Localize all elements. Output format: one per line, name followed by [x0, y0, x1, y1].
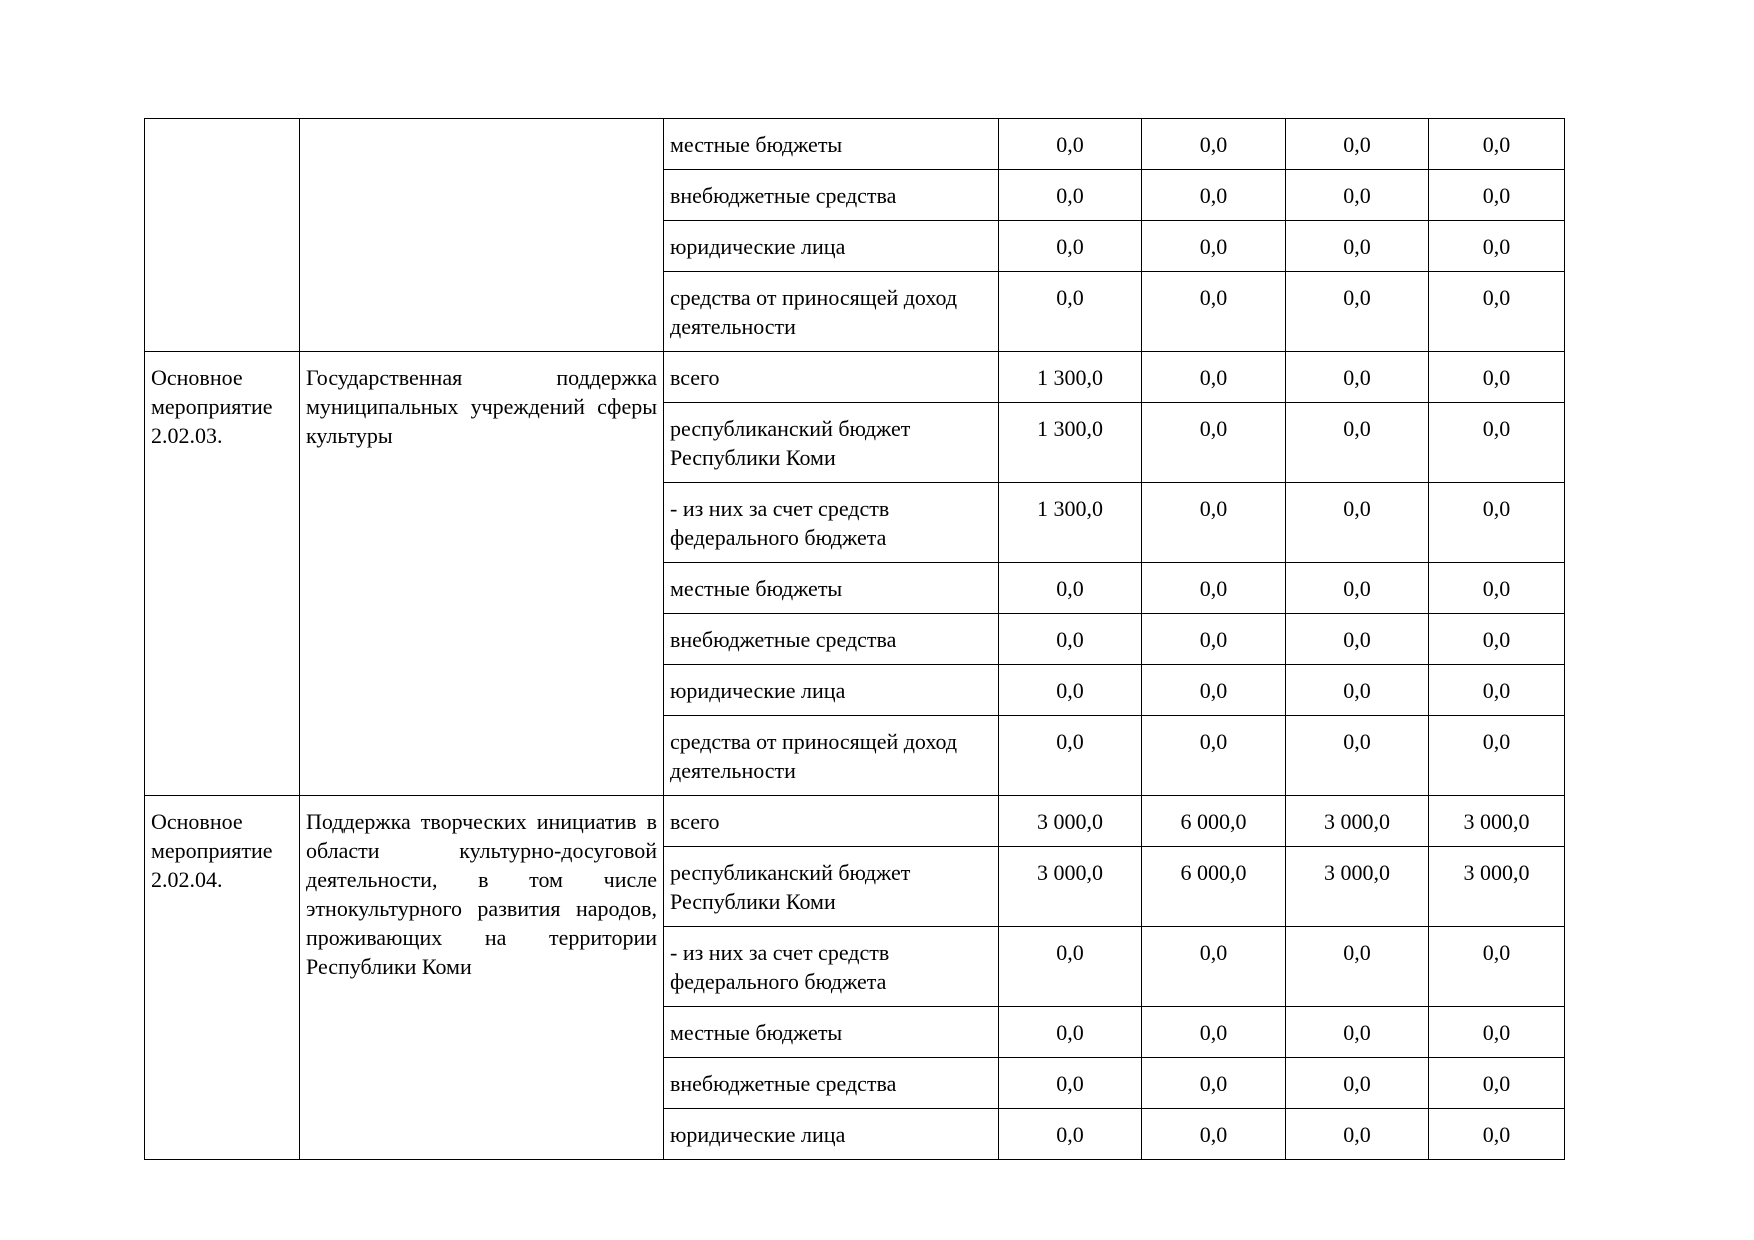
amount-cell-1: 0,0	[999, 1109, 1142, 1160]
amount-cell-4: 0,0	[1429, 352, 1565, 403]
amount-cell-1: 0,0	[999, 665, 1142, 716]
funding-table	[144, 118, 1565, 1160]
amount-cell-3: 0,0	[1286, 1109, 1429, 1160]
amount-cell-4: 0,0	[1429, 483, 1565, 563]
event-cell	[145, 119, 300, 352]
amount-cell-4: 0,0	[1429, 1007, 1565, 1058]
funding-source-cell: внебюджетные средства	[664, 1058, 999, 1109]
amount-cell-4: 0,0	[1429, 272, 1565, 352]
funding-source-cell: внебюджетные средства	[664, 170, 999, 221]
event-description-cell: Поддержка творческих инициатив в области культурно-досуговой деятельности, в том числе этнокультурного развития народов, проживающих на территории Республики Коми	[300, 796, 664, 1160]
amount-cell-4: 0,0	[1429, 927, 1565, 1007]
amount-cell-3: 0,0	[1286, 352, 1429, 403]
funding-source-cell: средства от приносящей доход деятельности	[664, 716, 999, 796]
amount-cell-1: 3 000,0	[999, 847, 1142, 927]
amount-cell-4: 0,0	[1429, 221, 1565, 272]
amount-cell-1: 0,0	[999, 272, 1142, 352]
amount-cell-2: 0,0	[1142, 170, 1286, 221]
table-row	[145, 352, 1565, 403]
amount-cell-3: 0,0	[1286, 1058, 1429, 1109]
funding-source-cell: республиканский бюджет Республики Коми	[664, 847, 999, 927]
funding-source-cell: юридические лица	[664, 665, 999, 716]
amount-cell-4: 0,0	[1429, 665, 1565, 716]
amount-cell-2: 0,0	[1142, 665, 1286, 716]
amount-cell-3: 0,0	[1286, 563, 1429, 614]
amount-cell-1: 0,0	[999, 221, 1142, 272]
funding-source-cell: юридические лица	[664, 221, 999, 272]
amount-cell-3: 0,0	[1286, 927, 1429, 1007]
amount-cell-2: 0,0	[1142, 614, 1286, 665]
amount-cell-2: 0,0	[1142, 1007, 1286, 1058]
amount-cell-4: 0,0	[1429, 119, 1565, 170]
amount-cell-2: 0,0	[1142, 1109, 1286, 1160]
amount-cell-1: 3 000,0	[999, 796, 1142, 847]
funding-source-cell: всего	[664, 352, 999, 403]
event-description-cell: Государственная поддержка муниципальных учреждений сферы культуры	[300, 352, 664, 796]
amount-cell-2: 0,0	[1142, 1058, 1286, 1109]
amount-cell-4: 0,0	[1429, 170, 1565, 221]
amount-cell-2: 0,0	[1142, 352, 1286, 403]
amount-cell-1: 0,0	[999, 170, 1142, 221]
amount-cell-3: 0,0	[1286, 665, 1429, 716]
amount-cell-3: 3 000,0	[1286, 796, 1429, 847]
event-cell: Основное мероприятие 2.02.03.	[145, 352, 300, 796]
funding-source-cell: местные бюджеты	[664, 563, 999, 614]
amount-cell-4: 3 000,0	[1429, 847, 1565, 927]
funding-source-cell: средства от приносящей доход деятельности	[664, 272, 999, 352]
amount-cell-4: 0,0	[1429, 716, 1565, 796]
amount-cell-2: 0,0	[1142, 272, 1286, 352]
funding-source-cell: всего	[664, 796, 999, 847]
amount-cell-2: 0,0	[1142, 483, 1286, 563]
amount-cell-1: 0,0	[999, 1007, 1142, 1058]
funding-source-cell: республиканский бюджет Республики Коми	[664, 403, 999, 483]
amount-cell-2: 0,0	[1142, 119, 1286, 170]
amount-cell-3: 0,0	[1286, 119, 1429, 170]
amount-cell-3: 0,0	[1286, 170, 1429, 221]
funding-source-cell: внебюджетные средства	[664, 614, 999, 665]
amount-cell-1: 0,0	[999, 1058, 1142, 1109]
amount-cell-2: 0,0	[1142, 927, 1286, 1007]
amount-cell-4: 0,0	[1429, 403, 1565, 483]
funding-source-cell: - из них за счет средств федерального бюджета	[664, 927, 999, 1007]
amount-cell-3: 0,0	[1286, 1007, 1429, 1058]
amount-cell-3: 0,0	[1286, 483, 1429, 563]
amount-cell-1: 0,0	[999, 716, 1142, 796]
amount-cell-1: 0,0	[999, 927, 1142, 1007]
amount-cell-4: 0,0	[1429, 563, 1565, 614]
amount-cell-1: 1 300,0	[999, 352, 1142, 403]
funding-source-cell: юридические лица	[664, 1109, 999, 1160]
amount-cell-2: 0,0	[1142, 221, 1286, 272]
amount-cell-3: 3 000,0	[1286, 847, 1429, 927]
amount-cell-3: 0,0	[1286, 403, 1429, 483]
amount-cell-2: 6 000,0	[1142, 847, 1286, 927]
event-cell: Основное мероприятие 2.02.04.	[145, 796, 300, 1160]
table-row	[145, 119, 1565, 170]
amount-cell-2: 0,0	[1142, 563, 1286, 614]
table-row	[145, 796, 1565, 847]
amount-cell-3: 0,0	[1286, 716, 1429, 796]
amount-cell-1: 1 300,0	[999, 403, 1142, 483]
funding-source-cell: - из них за счет средств федерального бюджета	[664, 483, 999, 563]
amount-cell-3: 0,0	[1286, 272, 1429, 352]
amount-cell-1: 0,0	[999, 614, 1142, 665]
amount-cell-2: 0,0	[1142, 403, 1286, 483]
amount-cell-1: 1 300,0	[999, 483, 1142, 563]
event-description-cell	[300, 119, 664, 352]
amount-cell-4: 3 000,0	[1429, 796, 1565, 847]
amount-cell-1: 0,0	[999, 563, 1142, 614]
amount-cell-3: 0,0	[1286, 221, 1429, 272]
amount-cell-1: 0,0	[999, 119, 1142, 170]
amount-cell-2: 6 000,0	[1142, 796, 1286, 847]
amount-cell-4: 0,0	[1429, 614, 1565, 665]
funding-source-cell: местные бюджеты	[664, 119, 999, 170]
amount-cell-2: 0,0	[1142, 716, 1286, 796]
amount-cell-4: 0,0	[1429, 1058, 1565, 1109]
amount-cell-4: 0,0	[1429, 1109, 1565, 1160]
funding-source-cell: местные бюджеты	[664, 1007, 999, 1058]
amount-cell-3: 0,0	[1286, 614, 1429, 665]
